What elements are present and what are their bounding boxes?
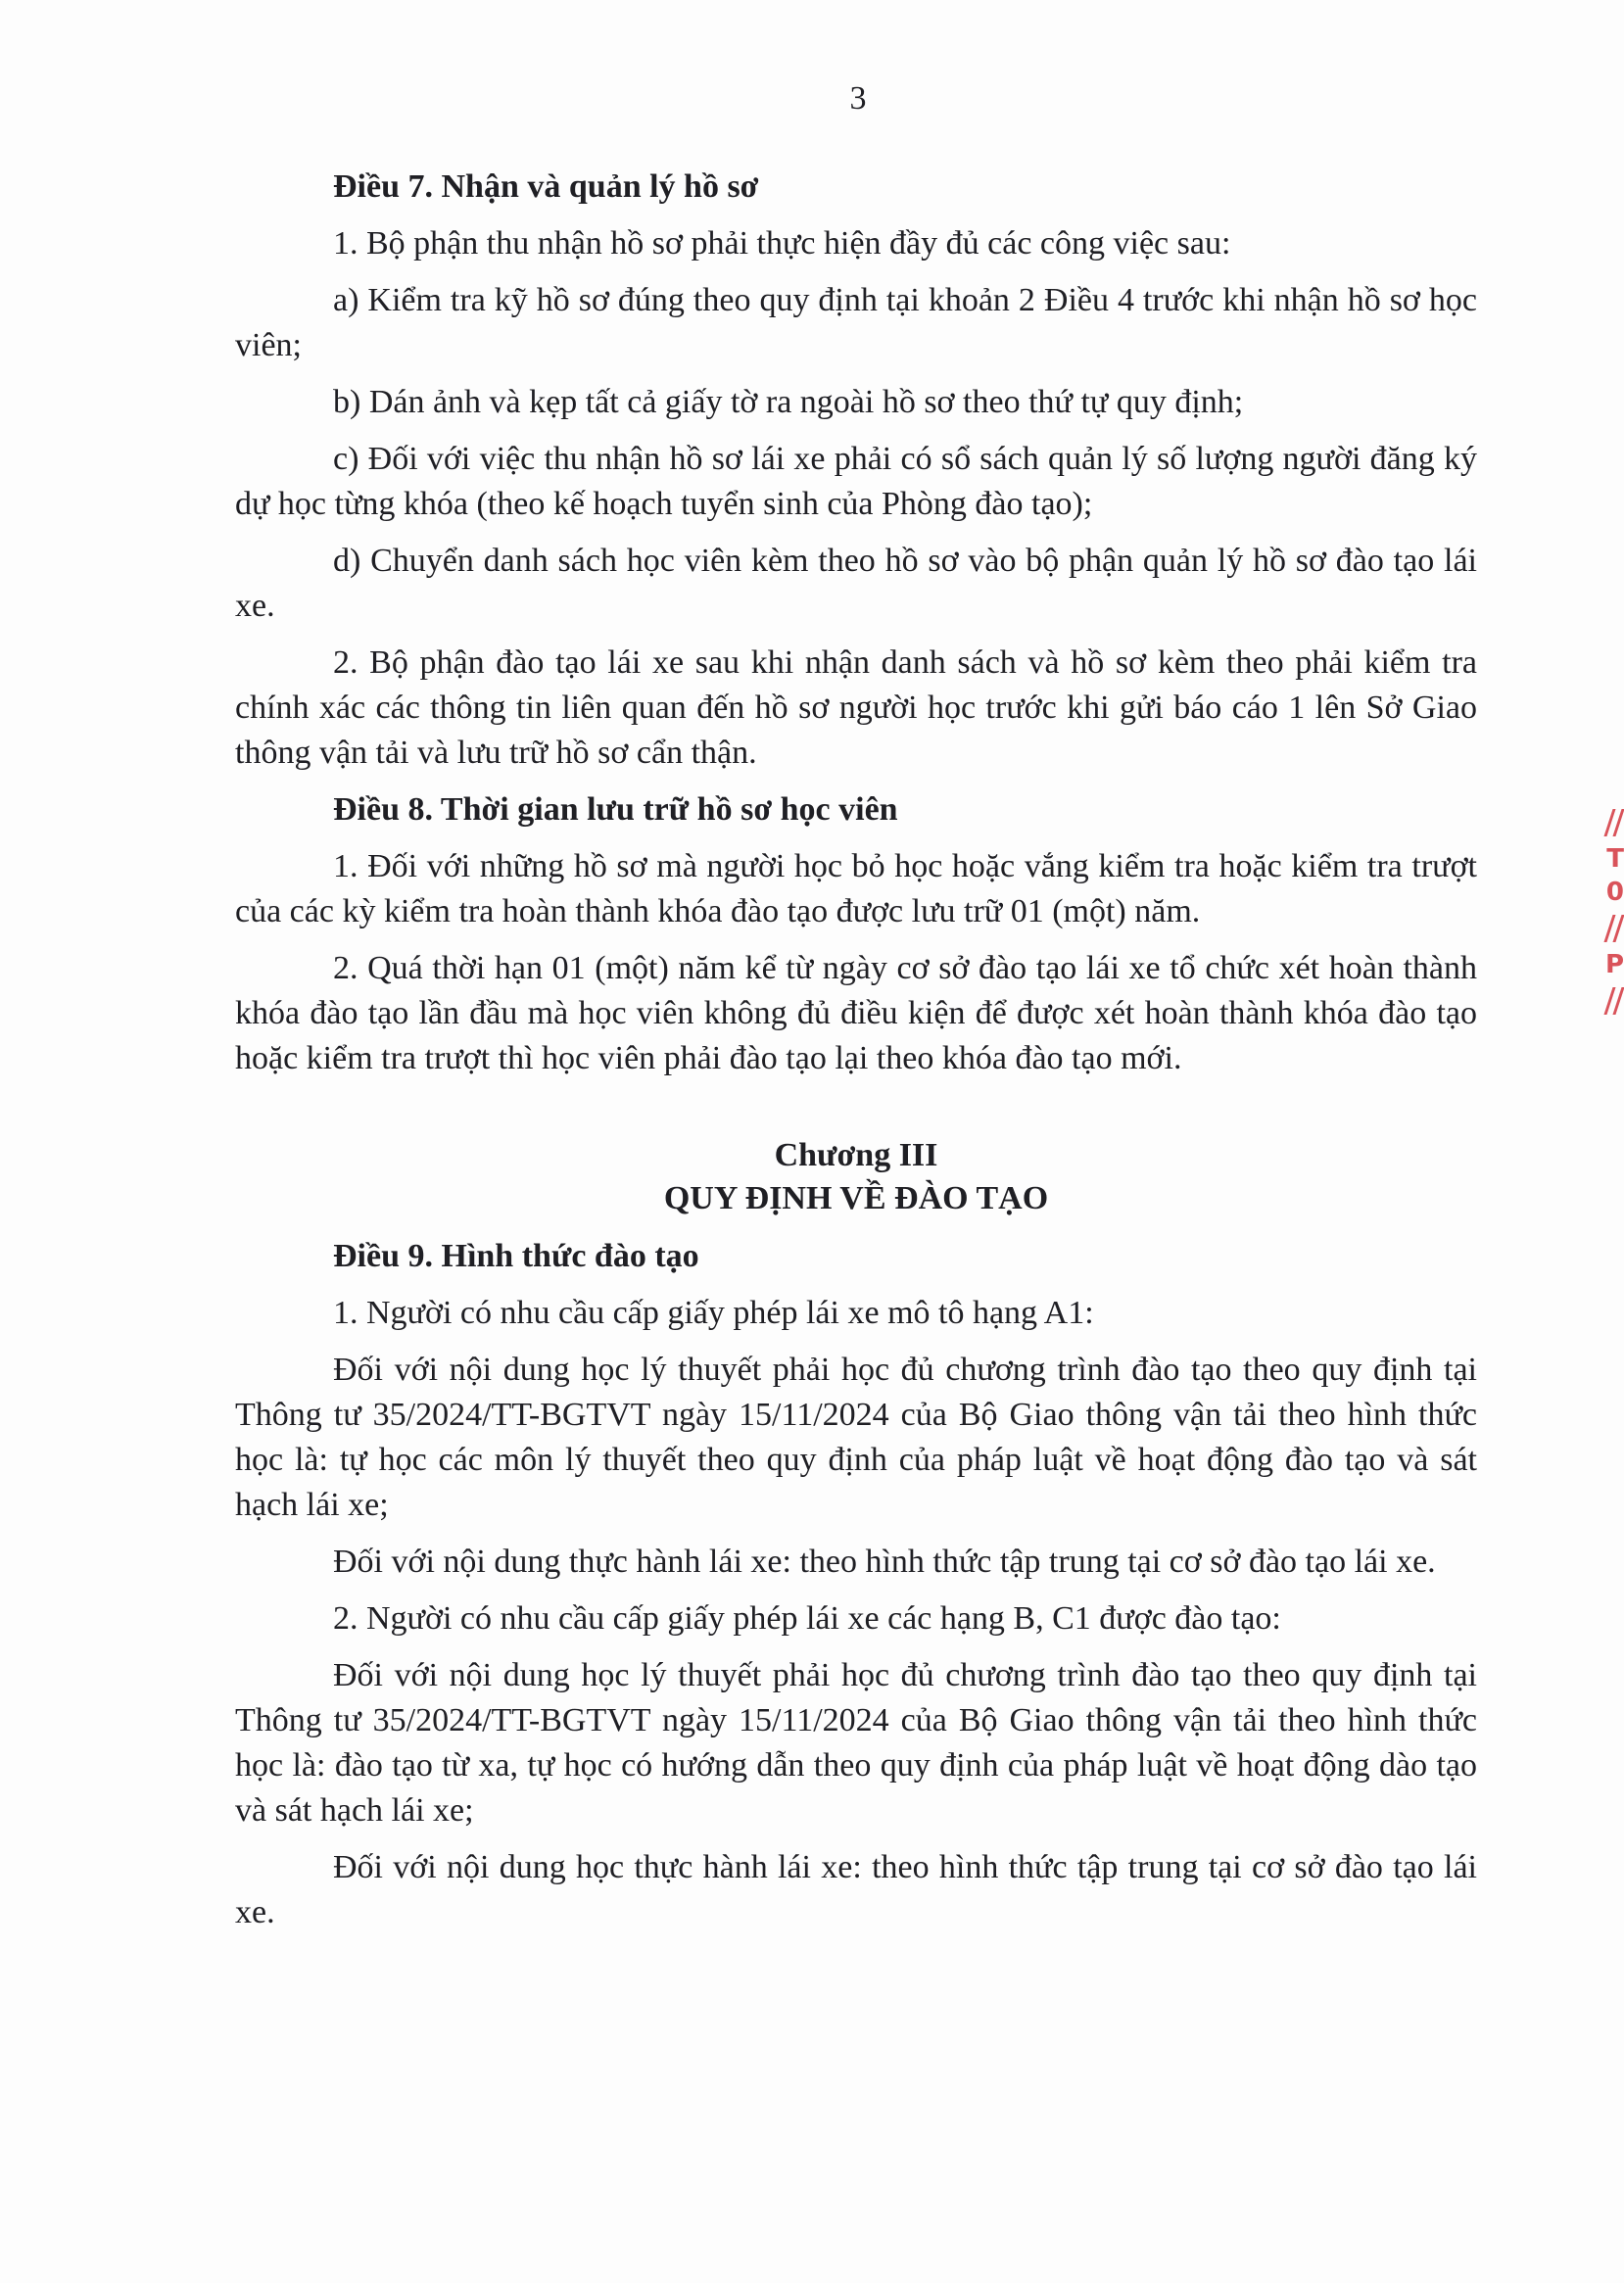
page-number: 3 <box>849 80 867 117</box>
article-9-clause-2-theory: Đối với nội dung học lý thuyết phải học đủ chương trình đào tạo theo quy định tại Thông tư 35/2024/TT-BGTVT ngày 15/11/2024 của Bộ Giao thông vận tải theo hình thức học là: đào tạo từ xa, tự học có hướng dẫn theo quy định của pháp luật về hoạt động dào tạo và sát hạch lái xe; <box>235 1657 1477 1829</box>
article-7-clause-2: 2. Bộ phận đào tạo lái xe sau khi nhận danh sách và hồ sơ kèm theo phải kiểm tra chính xác các thông tin liên quan đến hồ sơ người học trước khi gửi báo cáo 1 lên Sở Giao thông vận tải và lưu trữ hồ sơ cẩn thận. <box>235 644 1477 771</box>
article-7-heading: Điều 7. Nhận và quản lý hồ sơ <box>333 168 759 205</box>
article-7-item-b: b) Dán ảnh và kẹp tất cả giấy tờ ra ngoài hồ sơ theo thứ tự quy định; <box>333 384 1244 420</box>
article-8-heading: Điều 8. Thời gian lưu trữ hồ sơ học viên <box>333 791 898 828</box>
stamp-letter: T <box>1606 844 1624 874</box>
article-8-clause-2: 2. Quá thời hạn 01 (một) năm kể từ ngày cơ sở đào tạo lái xe tổ chức xét hoàn thành khóa đào tạo lần đầu mà học viên không đủ điều kiện để được xét hoàn thành khóa đào tạo hoặc kiểm tra trượt thì học viên phải đào tạo lại theo khóa đào tạo mới. <box>235 950 1477 1076</box>
stamp-stroke-icon <box>1603 987 1624 1015</box>
article-7-item-a: a) Kiểm tra kỹ hồ sơ đúng theo quy định tại khoản 2 Điều 4 trước khi nhận hồ sơ học viên; <box>235 282 1477 363</box>
article-7-item-d: d) Chuyển danh sách học viên kèm theo hồ sơ vào bộ phận quản lý hồ sơ đào tạo lái xe. <box>235 543 1477 624</box>
chapter-title: QUY ĐỊNH VỀ ĐÀO TẠO <box>663 1180 1049 1216</box>
article-8-clause-1: 1. Đối với những hồ sơ mà người học bỏ học hoặc vắng kiểm tra hoặc kiểm tra trượt của các kỳ kiểm tra hoàn thành khóa đào tạo được lưu trữ 01 (một) năm. <box>235 848 1477 929</box>
article-7-clause-1: 1. Bộ phận thu nhận hồ sơ phải thực hiện đầy đủ các công việc sau: <box>333 225 1231 262</box>
document-body <box>235 165 1477 1947</box>
red-stamp-fragment <box>1585 803 1624 1077</box>
stamp-stroke-icon <box>1603 915 1624 942</box>
article-9-heading: Điều 9. Hình thức đào tạo <box>333 1238 699 1274</box>
article-7-item-c: c) Đối với việc thu nhận hồ sơ lái xe phải có sổ sách quản lý số lượng người đăng ký dự học từng khóa (theo kế hoạch tuyển sinh của Phòng đào tạo); <box>235 441 1477 522</box>
stamp-letter: 0 <box>1605 878 1624 907</box>
article-9-clause-2: 2. Người có nhu cầu cấp giấy phép lái xe các hạng B, C1 được đào tạo: <box>333 1600 1281 1637</box>
stamp-stroke-icon <box>1603 809 1624 836</box>
stamp-letter: P <box>1604 950 1624 979</box>
article-9-clause-1-practice: Đối với nội dung thực hành lái xe: theo hình thức tập trung tại cơ sở đào tạo lái xe. <box>333 1544 1436 1580</box>
chapter-number: Chương III <box>774 1137 938 1173</box>
article-9-clause-1: 1. Người có nhu cầu cấp giấy phép lái xe mô tô hạng A1: <box>333 1295 1094 1331</box>
article-9-clause-1-theory: Đối với nội dung học lý thuyết phải học đủ chương trình đào tạo theo quy định tại Thông tư 35/2024/TT-BGTVT ngày 15/11/2024 của Bộ Giao thông vận tải theo hình thức học là: tự học các môn lý thuyết theo quy định của pháp luật về hoạt động đào tạo và sát hạch lái xe; <box>235 1352 1477 1523</box>
article-9-clause-2-practice: Đối với nội dung học thực hành lái xe: theo hình thức tập trung tại cơ sở đào tạo lái xe. <box>235 1849 1477 1930</box>
